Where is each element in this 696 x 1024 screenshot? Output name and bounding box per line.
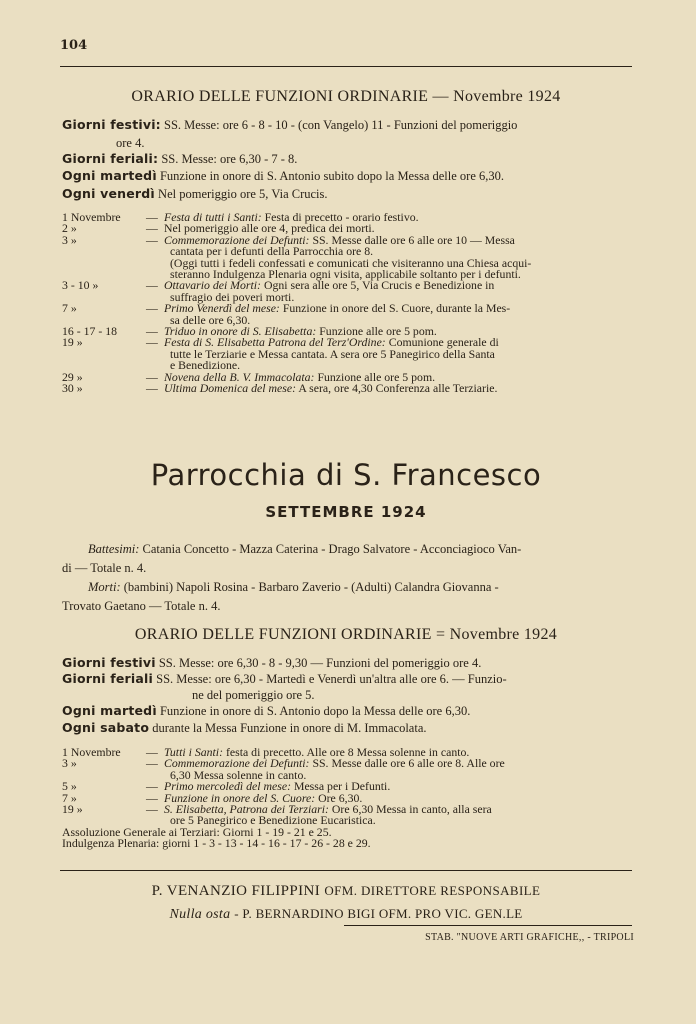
schedule-cont: ne del pomeriggio ore 5.	[192, 688, 315, 702]
calendar-line: Nel pomeriggio alle ore 4, predica dei morti.	[164, 221, 375, 236]
dash: —	[146, 745, 158, 759]
schedule-text: durante la Messa Funzione in onore di M. Immacolata.	[152, 721, 427, 735]
calendar-title: Primo Venerdì del mese:	[164, 301, 280, 316]
schedule-text: Nel pomeriggio ore 5, Via Crucis.	[158, 187, 328, 201]
calendar-line: Funzione alle ore 5 pom.	[319, 324, 437, 339]
schedule-label: Giorni feriali:	[62, 151, 159, 166]
baptisms-label: Battesimi:	[88, 542, 140, 556]
page-number: 104	[60, 38, 88, 53]
schedule-cont: ore 4.	[116, 136, 145, 150]
schedule-row	[62, 704, 632, 718]
calendar-title: Ottavario dei Morti:	[164, 278, 261, 293]
calendar-line: cantata per i defunti della Parrocchia ore 8.	[170, 244, 374, 259]
calendar-1	[62, 212, 632, 395]
calendar-date: 19 »	[62, 335, 83, 350]
calendar-date: 7 »	[62, 301, 77, 316]
baptisms-cont: di — Totale n. 4.	[62, 561, 147, 575]
calendar-title: Novena della B. V. Immacolata:	[164, 369, 315, 384]
schedule-label: Giorni feriali	[62, 671, 154, 686]
schedule-text: Funzione in onore di S. Antonio dopo la Messa delle ore 6,30.	[159, 704, 471, 718]
calendar-title: Tutti i Santi:	[164, 745, 223, 759]
baptisms-text: Catania Concetto - Mazza Caterina - Drago Salvatore - Acconciagioco Van-	[142, 542, 522, 556]
calendar-title: S. Elisabetta, Patrona dei Terziari:	[164, 802, 329, 817]
note-line: Indulgenza Plenaria: giorni 1 - 3 - 13 - 14 - 16 - 17 - 26 - 28 e 29.	[62, 836, 371, 851]
parish-records	[62, 540, 632, 616]
dash: —	[146, 335, 158, 350]
schedule-label: Ogni venerdì	[62, 186, 155, 201]
parish-title: Parrocchia di S. Francesco	[150, 458, 542, 492]
imprint-rule	[344, 925, 632, 926]
calendar-line: Comunione generale di	[388, 335, 499, 350]
schedule-label: Ogni martedì	[62, 703, 157, 718]
schedule-label: Giorni festivi	[62, 655, 156, 670]
calendar-date: 3 »	[62, 232, 77, 247]
calendar-line: 6,30 Messa solenne in canto.	[170, 767, 307, 782]
calendar-line: suffragio dei poveri morti.	[170, 289, 295, 304]
deaths-label: Morti:	[88, 580, 121, 594]
schedule-text: Funzione in onore di S. Antonio subito dopo la Messa delle ore 6,30.	[159, 169, 505, 183]
dash: —	[146, 210, 158, 224]
calendar-line: Messa per i Defunti.	[293, 779, 391, 794]
calendar-date: 30 »	[62, 381, 83, 396]
footer-director	[60, 883, 632, 900]
calendar-title: Festa di tutti i Santi:	[164, 210, 262, 224]
top-rule	[60, 66, 632, 67]
calendar-line: ore 5 Panegirico e Benedizione Eucaristica.	[170, 813, 376, 828]
calendar-entry	[62, 383, 632, 394]
calendar-line: Funzione alle ore 5 pom.	[317, 369, 436, 384]
calendar-line: Funzione in onore del S. Cuore, durante la Mes-	[282, 301, 511, 316]
calendar-title: Funzione in onore del S. Cuore:	[164, 790, 316, 805]
baptisms-line	[62, 540, 632, 559]
dash: —	[146, 756, 158, 771]
calendar-date: 1 Novembre	[62, 210, 121, 224]
schedule-text: SS. Messe: ore 6,30 - 7 - 8.	[161, 152, 298, 166]
schedule-row	[62, 672, 632, 686]
calendar-entry	[62, 280, 632, 291]
dash: —	[146, 779, 158, 794]
calendar-title: Commemorazione dei Defunti:	[164, 232, 310, 247]
calendar-line: steranno Indulgenza Plenaria ogni visita, applicabile soltanto per i defunti.	[170, 267, 521, 282]
schedule-text: SS. Messe: ore 6,30 - Martedì e Venerdì un'altra alle ore 6. — Funzio-	[156, 672, 507, 686]
schedule-row	[62, 169, 632, 183]
calendar-2	[62, 747, 632, 850]
calendar-date: 3 »	[62, 756, 77, 771]
calendar-date: 5 »	[62, 779, 77, 794]
deaths-cont: Trovato Gaetano — Totale n. 4.	[62, 599, 221, 613]
deaths-text: (bambini) Napoli Rosina - Barbaro Zaverio - (Adulti) Calandra Giovanna -	[123, 580, 499, 594]
nulla-osta-text: - P. BERNARDINO BIGI OFM. PRO VIC. GEN.LE	[234, 906, 523, 921]
schedule-text: SS. Messe: ore 6,30 - 8 - 9,30 — Funzioni del pomeriggio ore 4.	[158, 656, 482, 670]
dash: —	[146, 802, 158, 817]
section2-heading: ORARIO DELLE FUNZIONI ORDINARIE = Novembre 1924	[134, 626, 558, 643]
calendar-line: Festa di precetto - orario festivo.	[264, 210, 419, 224]
footer-nulla-osta	[60, 906, 632, 923]
schedule-row	[62, 656, 632, 670]
calendar-line: Ogni sera alle ore 5, Via Crucis e Benedizione in	[263, 278, 495, 293]
schedule-label: Ogni martedì	[62, 168, 157, 183]
calendar-date: 16 - 17 - 18	[62, 324, 118, 339]
footer-rule	[60, 870, 632, 871]
schedule-label: Giorni festivi:	[62, 117, 161, 132]
calendar-title: Festa di S. Elisabetta Patrona del Terz'Ordine:	[164, 335, 386, 350]
calendar-entry	[62, 303, 632, 314]
dash: —	[146, 278, 158, 293]
calendar-line: SS. Messe dalle ore 6 alle ore 10 — Messa	[312, 232, 515, 247]
dash: —	[146, 221, 158, 236]
nulla-osta-label: Nulla osta	[169, 907, 231, 922]
dash: —	[146, 381, 158, 396]
calendar-title: Ultima Domenica del mese:	[164, 381, 297, 396]
calendar-title: Triduo in onore di S. Elisabetta:	[164, 324, 317, 339]
calendar-date: 3 - 10 »	[62, 278, 99, 293]
calendar-line: A sera, ore 4,30 Conferenza alle Terziarie.	[298, 381, 498, 396]
calendar-date: 2 »	[62, 221, 77, 236]
calendar-line: tutte le Terziarie e Messa cantata. A sera ore 5 Panegirico della Santa	[170, 346, 495, 361]
section1-heading: ORARIO DELLE FUNZIONI ORDINARIE — Novembre 1924	[131, 88, 561, 105]
calendar-entry	[62, 758, 632, 769]
director-title: OFM. DIRETTORE RESPONSABILE	[324, 883, 541, 898]
calendar-line: (Oggi tutti i fedeli confessati e comunicati che visiteranno una Chiesa acqui-	[170, 255, 532, 270]
schedule-row	[62, 118, 632, 132]
parish-subtitle: SETTEMBRE 1924	[265, 503, 427, 521]
dash: —	[146, 324, 158, 339]
calendar-date: 19 »	[62, 802, 83, 817]
schedule-row	[62, 721, 632, 735]
calendar-date: 7 »	[62, 790, 77, 805]
schedule-row	[62, 152, 632, 166]
calendar-text	[164, 383, 632, 394]
note-line: Assoluzione Generale ai Terziari: Giorni 1 - 19 - 21 e 25.	[62, 824, 332, 839]
calendar-title: Commemorazione dei Defunti:	[164, 756, 310, 771]
calendar-line: e Benedizione.	[170, 358, 241, 373]
calendar-line: festa di precetto. Alle ore 8 Messa solenne in canto.	[225, 745, 470, 759]
calendar-title: Primo mercoledì del mese:	[164, 779, 291, 794]
calendar-line: SS. Messe dalle ore 6 alle ore 8. Alle ore	[312, 756, 505, 771]
calendar-line: Ore 6,30.	[318, 790, 363, 805]
schedule-label: Ogni sabato	[62, 720, 150, 735]
calendar-date: 29 »	[62, 369, 83, 384]
schedule-row	[62, 187, 632, 201]
calendar-date: 1 Novembre	[62, 745, 121, 759]
dash: —	[146, 232, 158, 247]
calendar-line: sa delle ore 6,30.	[170, 312, 251, 327]
director-name: P. VENANZIO FILIPPINI	[151, 883, 321, 899]
dash: —	[146, 301, 158, 316]
schedule-text: SS. Messe: ore 6 - 8 - 10 - (con Vangelo) 11 - Funzioni del pomeriggio	[164, 118, 518, 132]
dash: —	[146, 790, 158, 805]
dash: —	[146, 369, 158, 384]
printer-imprint: STAB. "NUOVE ARTI GRAFICHE,, - TRIPOLI	[425, 932, 634, 943]
deaths-line	[62, 578, 632, 597]
calendar-line: Ore 6,30 Messa in canto, alla sera	[331, 802, 492, 817]
